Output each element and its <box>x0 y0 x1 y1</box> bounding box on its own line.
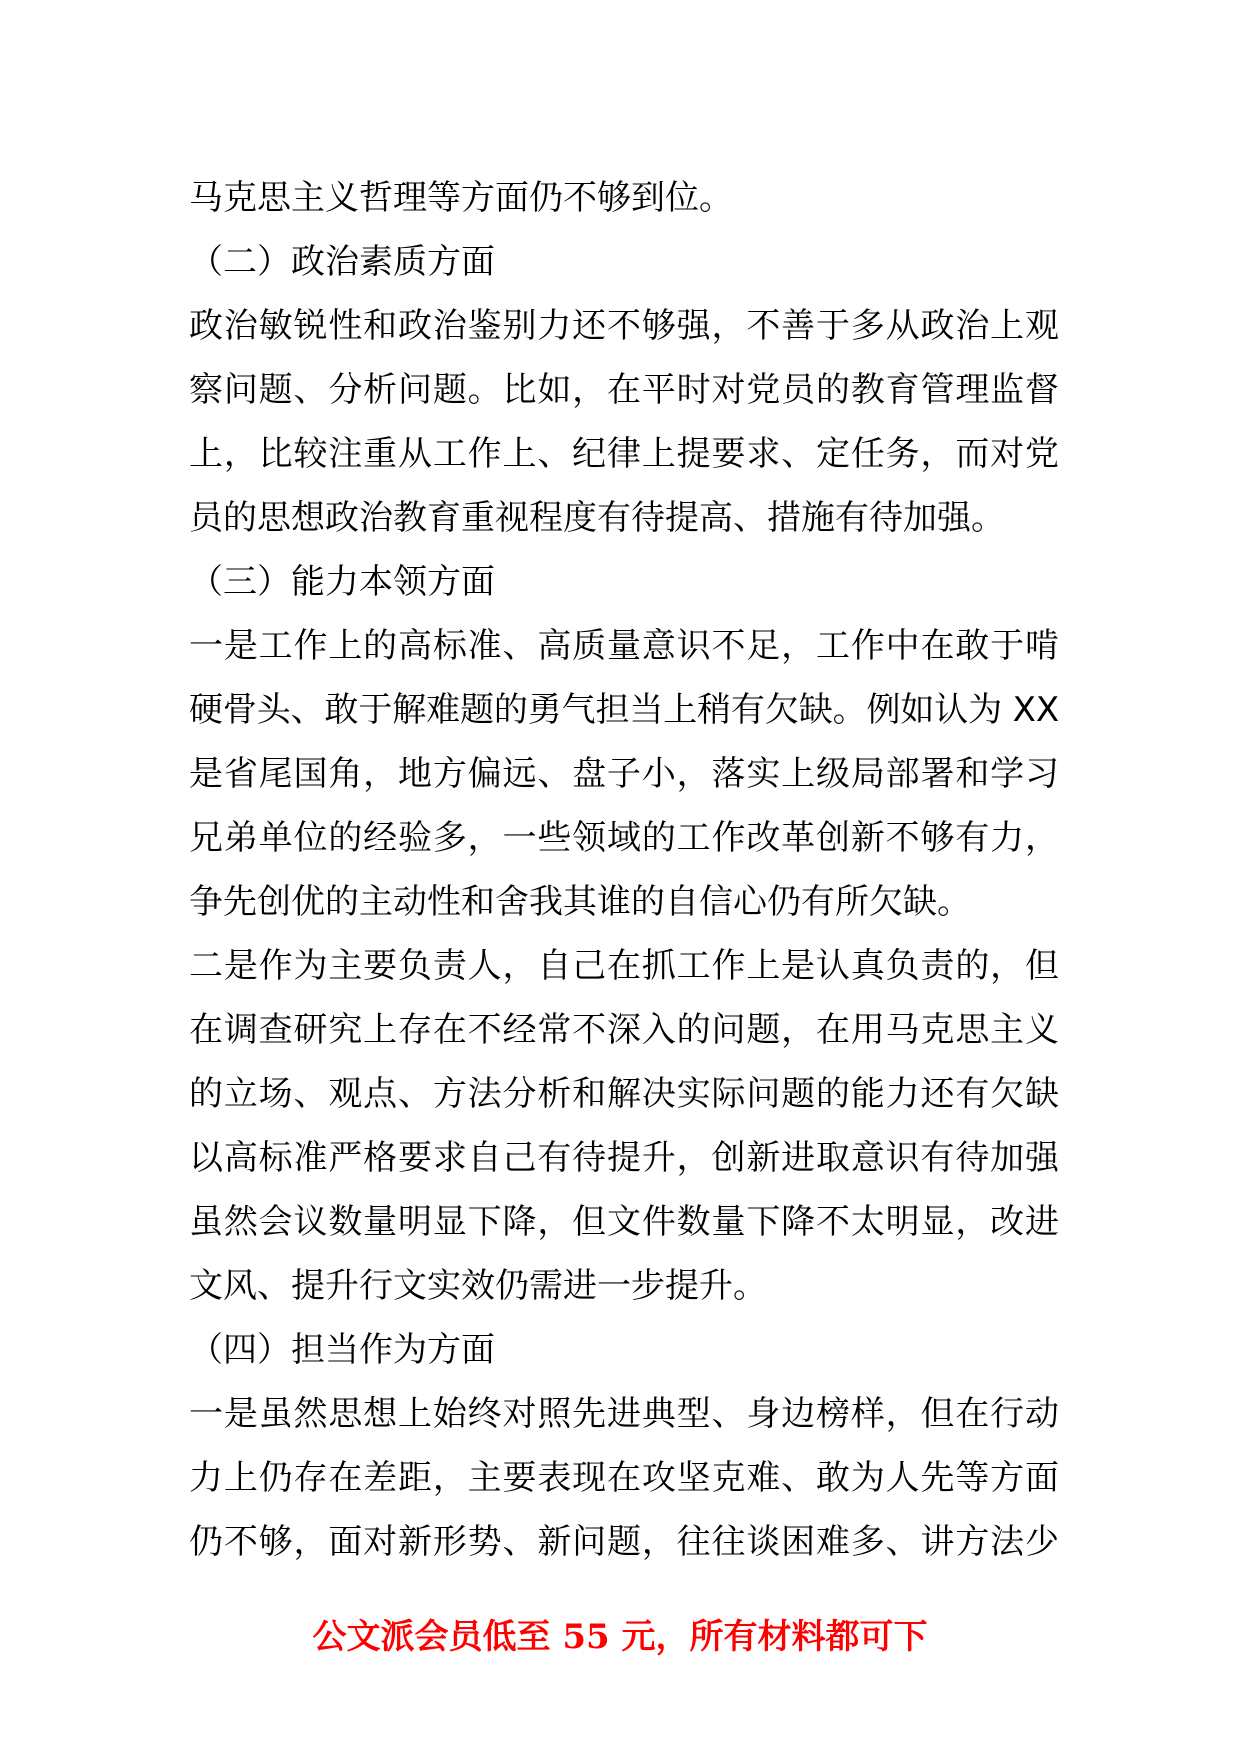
section-heading-responsibility: （四）担当作为方面 <box>189 1330 495 1370</box>
text-line: 一是工作上的高标准、高质量意识不足，工作中在敢于啃 <box>189 626 1060 666</box>
document-body <box>189 166 1059 1574</box>
text-line: 虽然会议数量明显下降，但文件数量下降不太明显，改进 <box>189 1202 1060 1242</box>
text-line: 是省尾国角，地方偏远、盘子小，落实上级局部署和学习 <box>189 754 1060 794</box>
text-line: 二是作为主要负责人，自己在抓工作上是认真负责的，但 <box>189 946 1060 986</box>
promo-banner: 公文派会员低至 55 元，所有材料都可下 <box>312 1617 928 1657</box>
text-line: 一是虽然思想上始终对照先进典型、身边榜样，但在行动 <box>189 1394 1060 1434</box>
text-line: 在调查研究上存在不经常不深入的问题，在用马克思主义 <box>189 1010 1060 1050</box>
text-line: 以高标准严格要求自己有待提升，创新进取意识有待加强 <box>189 1138 1060 1178</box>
text-line: 仍不够，面对新形势、新问题，往往谈困难多、讲方法少 <box>189 1522 1060 1562</box>
text-line: 的立场、观点、方法分析和解决实际问题的能力还有欠缺 <box>189 1074 1060 1114</box>
text-line: 争先创优的主动性和舍我其谁的自信心仍有所欠缺。 <box>189 882 971 922</box>
text-line: 硬骨头、敢于解难题的勇气担当上稍有欠缺。例如认为 XX <box>189 690 1059 730</box>
text-line: 上，比较注重从工作上、纪律上提要求、定任务，而对党 <box>189 434 1060 474</box>
text-line: 马克思主义哲理等方面仍不够到位。 <box>189 178 733 218</box>
text-line: 力上仍存在差距，主要表现在攻坚克难、敢为人先等方面 <box>189 1458 1060 1498</box>
text-line: 兄弟单位的经验多，一些领域的工作改革创新不够有力， <box>189 818 1060 858</box>
text-line: 察问题、分析问题。比如，在平时对党员的教育管理监督 <box>189 370 1060 410</box>
text-line: 文风、提升行文实效仍需进一步提升。 <box>189 1266 767 1306</box>
section-heading-ability: （三）能力本领方面 <box>189 562 495 602</box>
text-line: 员的思想政治教育重视程度有待提高、措施有待加强。 <box>189 498 1005 538</box>
section-heading-political-quality: （二）政治素质方面 <box>189 242 495 282</box>
text-line: 政治敏锐性和政治鉴别力还不够强，不善于多从政治上观 <box>189 306 1060 346</box>
